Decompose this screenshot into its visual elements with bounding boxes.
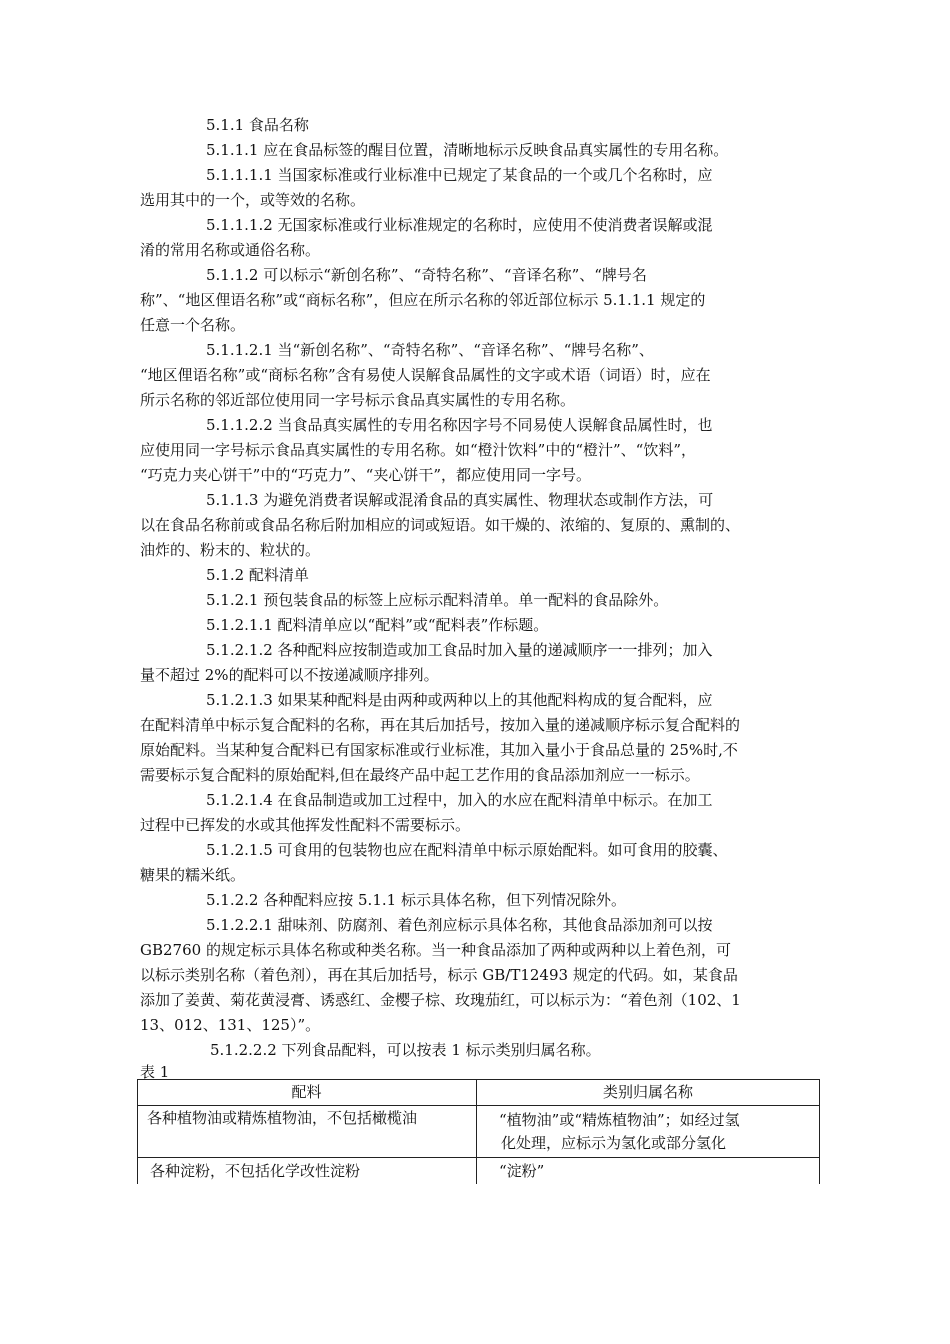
paragraph-line: 过程中已挥发的水或其他挥发性配料不需要标示。 [140,816,471,834]
table-cell-ingredient: 各种植物油或精炼植物油，不包括橄榄油 [147,1109,418,1127]
table-rule [819,1079,820,1184]
table-cell-ingredient: 各种淀粉，不包括化学改性淀粉 [150,1162,361,1180]
table-cell-category: “淀粉” [499,1162,545,1180]
paragraph-line: “巧克力夹心饼干”中的“巧克力”、“夹心饼干”，都应使用同一字号。 [140,466,592,484]
paragraph-line: “地区俚语名称”或“商标名称”含有易使人误解食品属性的文字或术语（词语）时，应在 [140,366,711,384]
paragraph-line: 5.1.1.2.2 当食品真实属性的专用名称因字号不同易使人误解食品属性时，也 [206,416,713,434]
paragraph-line: 5.1.1.2.1 当“新创名称”、“奇特名称”、“音译名称”、“牌号名称”、 [206,341,654,359]
table-rule [137,1157,820,1158]
paragraph-line: 5.1.2.1.4 在食品制造或加工过程中，加入的水应在配料清单中标示。在加工 [206,791,713,809]
paragraph-line: 5.1.2.2.1 甜味剂、防腐剂、着色剂应标示具体名称，其他食品添加剂可以按 [206,916,713,934]
paragraph-line: 5.1.2.1.2 各种配料应按制造或加工食品时加入量的递减顺序一一排列；加入 [206,641,713,659]
paragraph-line: 油炸的、粉末的、粒状的。 [140,541,321,559]
paragraph-line: 添加了姜黄、菊花黄浸膏、诱惑红、金樱子棕、玫瑰茄红，可以标示为：“着色剂（102、1 [140,991,741,1009]
paragraph-line: 选用其中的一个，或等效的名称。 [140,191,366,209]
paragraph-line: 5.1.2.1.3 如果某种配料是由两种或两种以上的其他配料构成的复合配料，应 [206,691,713,709]
paragraph-line: 5.1.1.1.2 无国家标准或行业标准规定的名称时，应使用不使消费者误解或混 [206,216,713,234]
paragraph-line: 在配料清单中标示复合配料的名称，再在其后加括号，按加入量的递减顺序标示复合配料的 [140,716,741,734]
paragraph-line: 以标示类别名称（着色剂），再在其后加括号，标示 GB/T12493 规定的代码。如，某食品 [140,966,738,984]
paragraph-line: 13、012、131、125）”。 [140,1016,321,1034]
table-cell-category: 化处理，应标示为氢化或部分氢化 [501,1134,727,1152]
paragraph-line: 5.1.2.1.1 配料清单应以“配料”或“配料表”作标题。 [206,616,549,634]
paragraph-line: 任意一个名称。 [140,316,246,334]
paragraph-line: GB2760 的规定标示具体名称或种类名称。当一种食品添加了两种或两种以上着色剂，可 [140,941,731,959]
table-header-ingredient: 配料 [291,1083,322,1101]
paragraph-line: 5.1.1.1 应在食品标签的醒目位置，清晰地标示反映食品真实属性的专用名称。 [206,141,729,159]
table-header-category: 类别归属名称 [602,1083,693,1101]
paragraph-line: 5.1.1.2 可以标示“新创名称”、“奇特名称”、“音译名称”、“牌号名 [206,266,647,284]
paragraph-line: 需要标示复合配料的原始配料,但在最终产品中起工艺作用的食品添加剂应一一标示。 [140,766,700,784]
ingredient-category-table [137,1079,820,1184]
table-caption: 表 1 [140,1063,170,1081]
paragraph-line: 糖果的糯米纸。 [140,866,246,884]
section-heading-5-1-2: 5.1.2 配料清单 [206,566,309,584]
table-cell-category: “植物油”或“精炼植物油”；如经过氢 [499,1111,740,1129]
paragraph-line: 所示名称的邻近部位使用同一字号标示食品真实属性的专用名称。 [140,391,576,409]
paragraph-line: 淆的常用名称或通俗名称。 [140,241,321,259]
paragraph-line: 原始配料。当某种复合配料已有国家标准或行业标准，其加入量小于食品总量的 25%时,不 [140,741,738,759]
paragraph-line: 应使用同一字号标示食品真实属性的专用名称。如“橙汁饮料”中的“橙汁”、“饮料”， [140,441,697,459]
paragraph-line: 5.1.1.1.1 当国家标准或行业标准中已规定了某食品的一个或几个名称时，应 [206,166,713,184]
section-heading-5-1-1: 5.1.1 食品名称 [206,116,309,134]
paragraph-line: 5.1.2.1.5 可食用的包装物也应在配料清单中标示原始配料。如可食用的胶囊、 [206,841,728,859]
paragraph-line: 5.1.2.2 各种配料应按 5.1.1 标示具体名称，但下列情况除外。 [206,891,626,909]
paragraph-line: 量不超过 2%的配料可以不按递减顺序排列。 [140,666,439,684]
paragraph-line: 5.1.1.3 为避免消费者误解或混淆食品的真实属性、物理状态或制作方法，可 [206,491,714,509]
paragraph-line: 5.1.2.2.2 下列食品配料，可以按表 1 标示类别归属名称。 [210,1041,601,1059]
paragraph-line: 称”、“地区俚语名称”或“商标名称”，但应在所示名称的邻近部位标示 5.1.1.1 规定的 [140,291,706,309]
paragraph-line: 5.1.2.1 预包装食品的标签上应标示配料清单。单一配料的食品除外。 [206,591,669,609]
paragraph-line: 以在食品名称前或食品名称后附加相应的词或短语。如干燥的、浓缩的、复原的、熏制的、 [140,516,741,534]
